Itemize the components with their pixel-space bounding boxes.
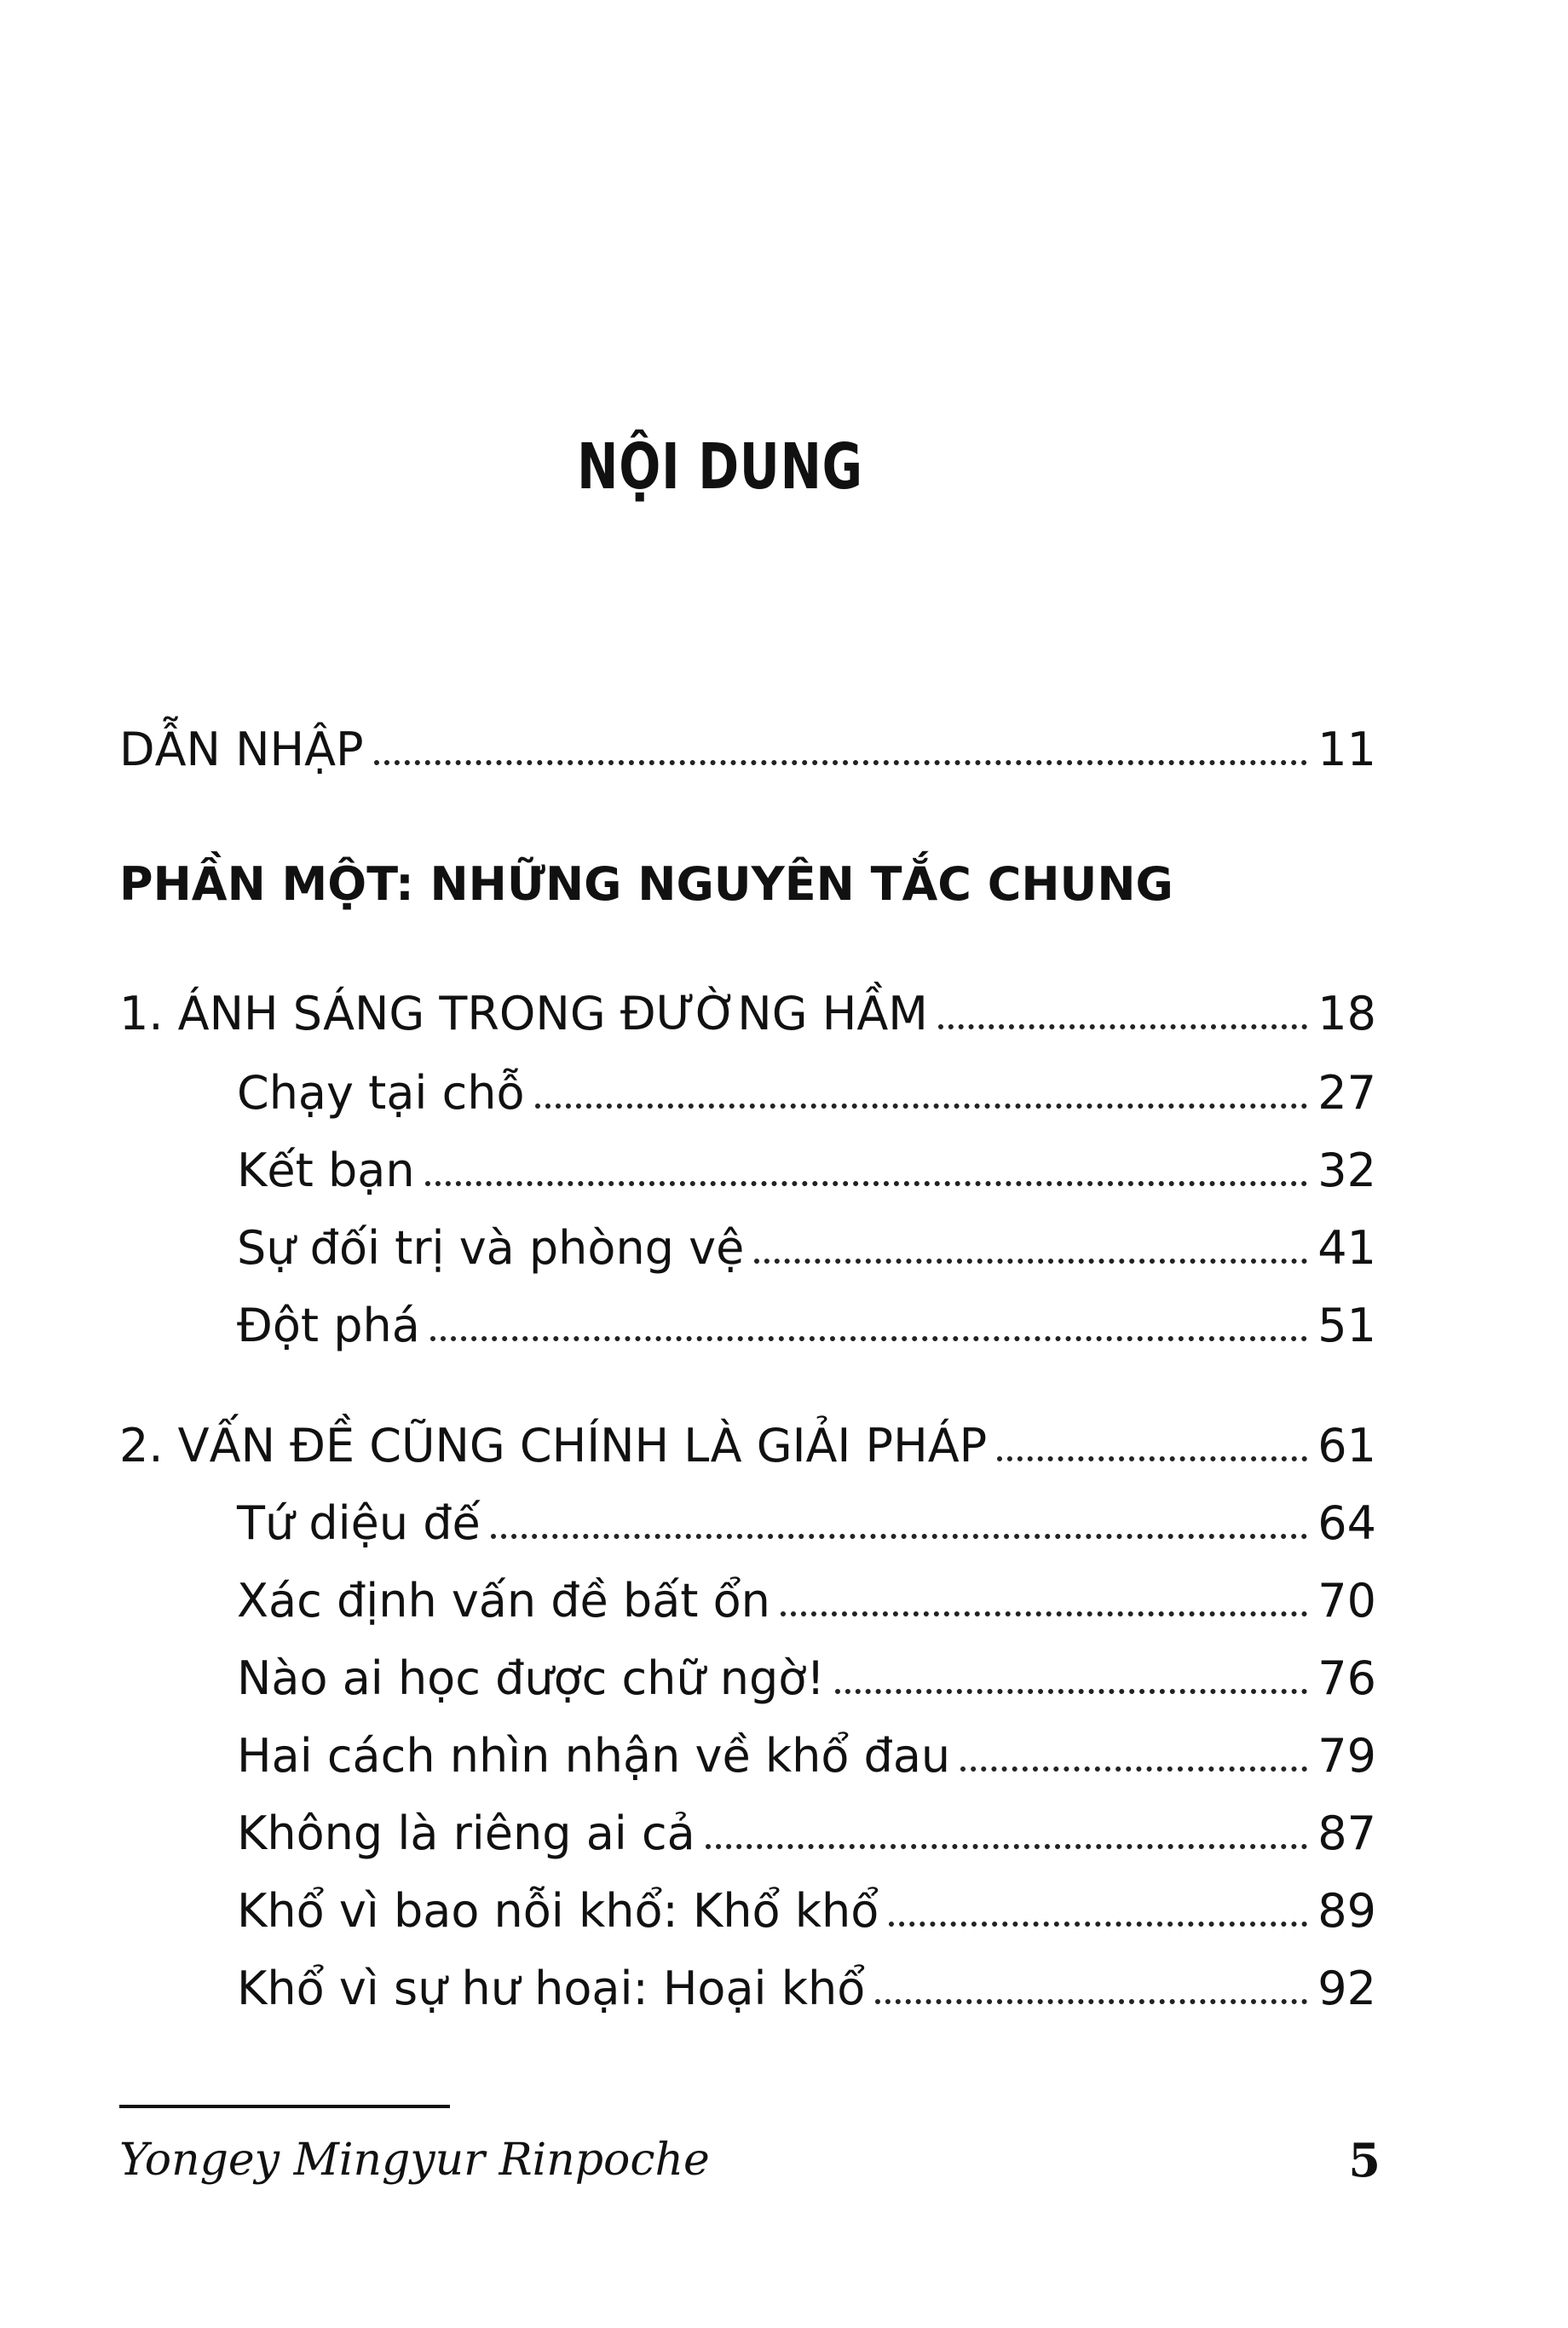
toc-section-page: 51 bbox=[1317, 1299, 1376, 1352]
toc-chapter-label: 1. ÁNH SÁNG TRONG ĐƯỜNG HẦM bbox=[119, 987, 928, 1040]
toc-section-label: Hai cách nhìn nhận về khổ đau bbox=[237, 1729, 951, 1783]
toc-section[interactable] bbox=[237, 1214, 1376, 1282]
toc-section-page: 27 bbox=[1317, 1066, 1376, 1120]
toc-chapter-label: 2. VẤN ĐỀ CŨNG CHÍNH LÀ GIẢI PHÁP bbox=[119, 1419, 988, 1472]
footer-author: Yongey Mingyur Rinpoche bbox=[119, 2135, 710, 2186]
toc-section-label: Đột phá bbox=[237, 1299, 420, 1352]
toc-entry-label: DẪN NHẬP bbox=[119, 723, 364, 776]
toc-section-page: 32 bbox=[1317, 1144, 1376, 1197]
toc-section-label: Kết bạn bbox=[237, 1144, 415, 1197]
toc-section-page: 79 bbox=[1317, 1729, 1376, 1783]
toc-section[interactable] bbox=[237, 1137, 1376, 1205]
dot-leader bbox=[938, 1024, 1307, 1029]
dot-leader bbox=[835, 1689, 1307, 1694]
dot-leader bbox=[781, 1611, 1307, 1616]
toc-section-label: Sự đối trị và phòng vệ bbox=[237, 1221, 745, 1275]
toc-section[interactable] bbox=[237, 1059, 1376, 1127]
dot-leader bbox=[425, 1181, 1308, 1186]
toc-section-page: 76 bbox=[1317, 1651, 1376, 1705]
toc-section-page: 64 bbox=[1317, 1496, 1376, 1550]
toc-entry-page: 11 bbox=[1317, 723, 1376, 776]
footer-page-number: 5 bbox=[1348, 2133, 1381, 2187]
toc-section-label: Khổ vì bao nỗi khổ: Khổ khổ bbox=[237, 1884, 879, 1938]
dot-leader bbox=[430, 1336, 1307, 1341]
dot-leader bbox=[997, 1456, 1307, 1461]
dot-leader bbox=[875, 1999, 1307, 2004]
page-title: NỘI DUNG bbox=[577, 430, 863, 504]
toc-chapter-2[interactable] bbox=[119, 1412, 1376, 1480]
toc-section-label: Không là riêng ai cả bbox=[237, 1807, 695, 1860]
toc-section-label: Nào ai học được chữ ngờ! bbox=[237, 1651, 825, 1705]
toc-section-label: Khổ vì sự hư hoại: Hoại khổ bbox=[237, 1962, 866, 2015]
toc-section-page: 89 bbox=[1317, 1884, 1376, 1938]
dot-leader bbox=[889, 1922, 1307, 1927]
toc-entry-intro[interactable] bbox=[119, 716, 1376, 784]
toc-chapter-1[interactable] bbox=[119, 980, 1376, 1048]
toc-section[interactable] bbox=[237, 1722, 1376, 1790]
dot-leader bbox=[706, 1844, 1308, 1849]
dot-leader bbox=[374, 760, 1308, 765]
toc-section[interactable] bbox=[237, 1955, 1376, 2023]
toc-section-label: Chạy tại chỗ bbox=[237, 1066, 525, 1120]
toc-section[interactable] bbox=[237, 1567, 1376, 1635]
part-heading: PHẦN MỘT: NHỮNG NGUYÊN TẮC CHUNG bbox=[119, 857, 1173, 911]
toc-chapter-page: 61 bbox=[1317, 1419, 1376, 1472]
dot-leader bbox=[960, 1766, 1307, 1772]
dot-leader bbox=[491, 1534, 1308, 1539]
toc-section[interactable] bbox=[237, 1490, 1376, 1558]
toc-section-label: Tứ diệu đế bbox=[237, 1496, 481, 1550]
footer-divider bbox=[119, 2105, 450, 2108]
dot-leader bbox=[535, 1103, 1308, 1109]
toc-section[interactable] bbox=[237, 1800, 1376, 1868]
dot-leader bbox=[754, 1259, 1307, 1264]
toc-section[interactable] bbox=[237, 1877, 1376, 1945]
toc-section-label: Xác định vấn đề bất ổn bbox=[237, 1574, 770, 1628]
toc-section-page: 70 bbox=[1317, 1574, 1376, 1628]
toc-chapter-page: 18 bbox=[1317, 987, 1376, 1040]
toc-section-page: 41 bbox=[1317, 1221, 1376, 1275]
toc-section[interactable] bbox=[237, 1292, 1376, 1360]
toc-section[interactable] bbox=[237, 1645, 1376, 1713]
toc-section-page: 92 bbox=[1317, 1962, 1376, 2015]
toc-section-page: 87 bbox=[1317, 1807, 1376, 1860]
